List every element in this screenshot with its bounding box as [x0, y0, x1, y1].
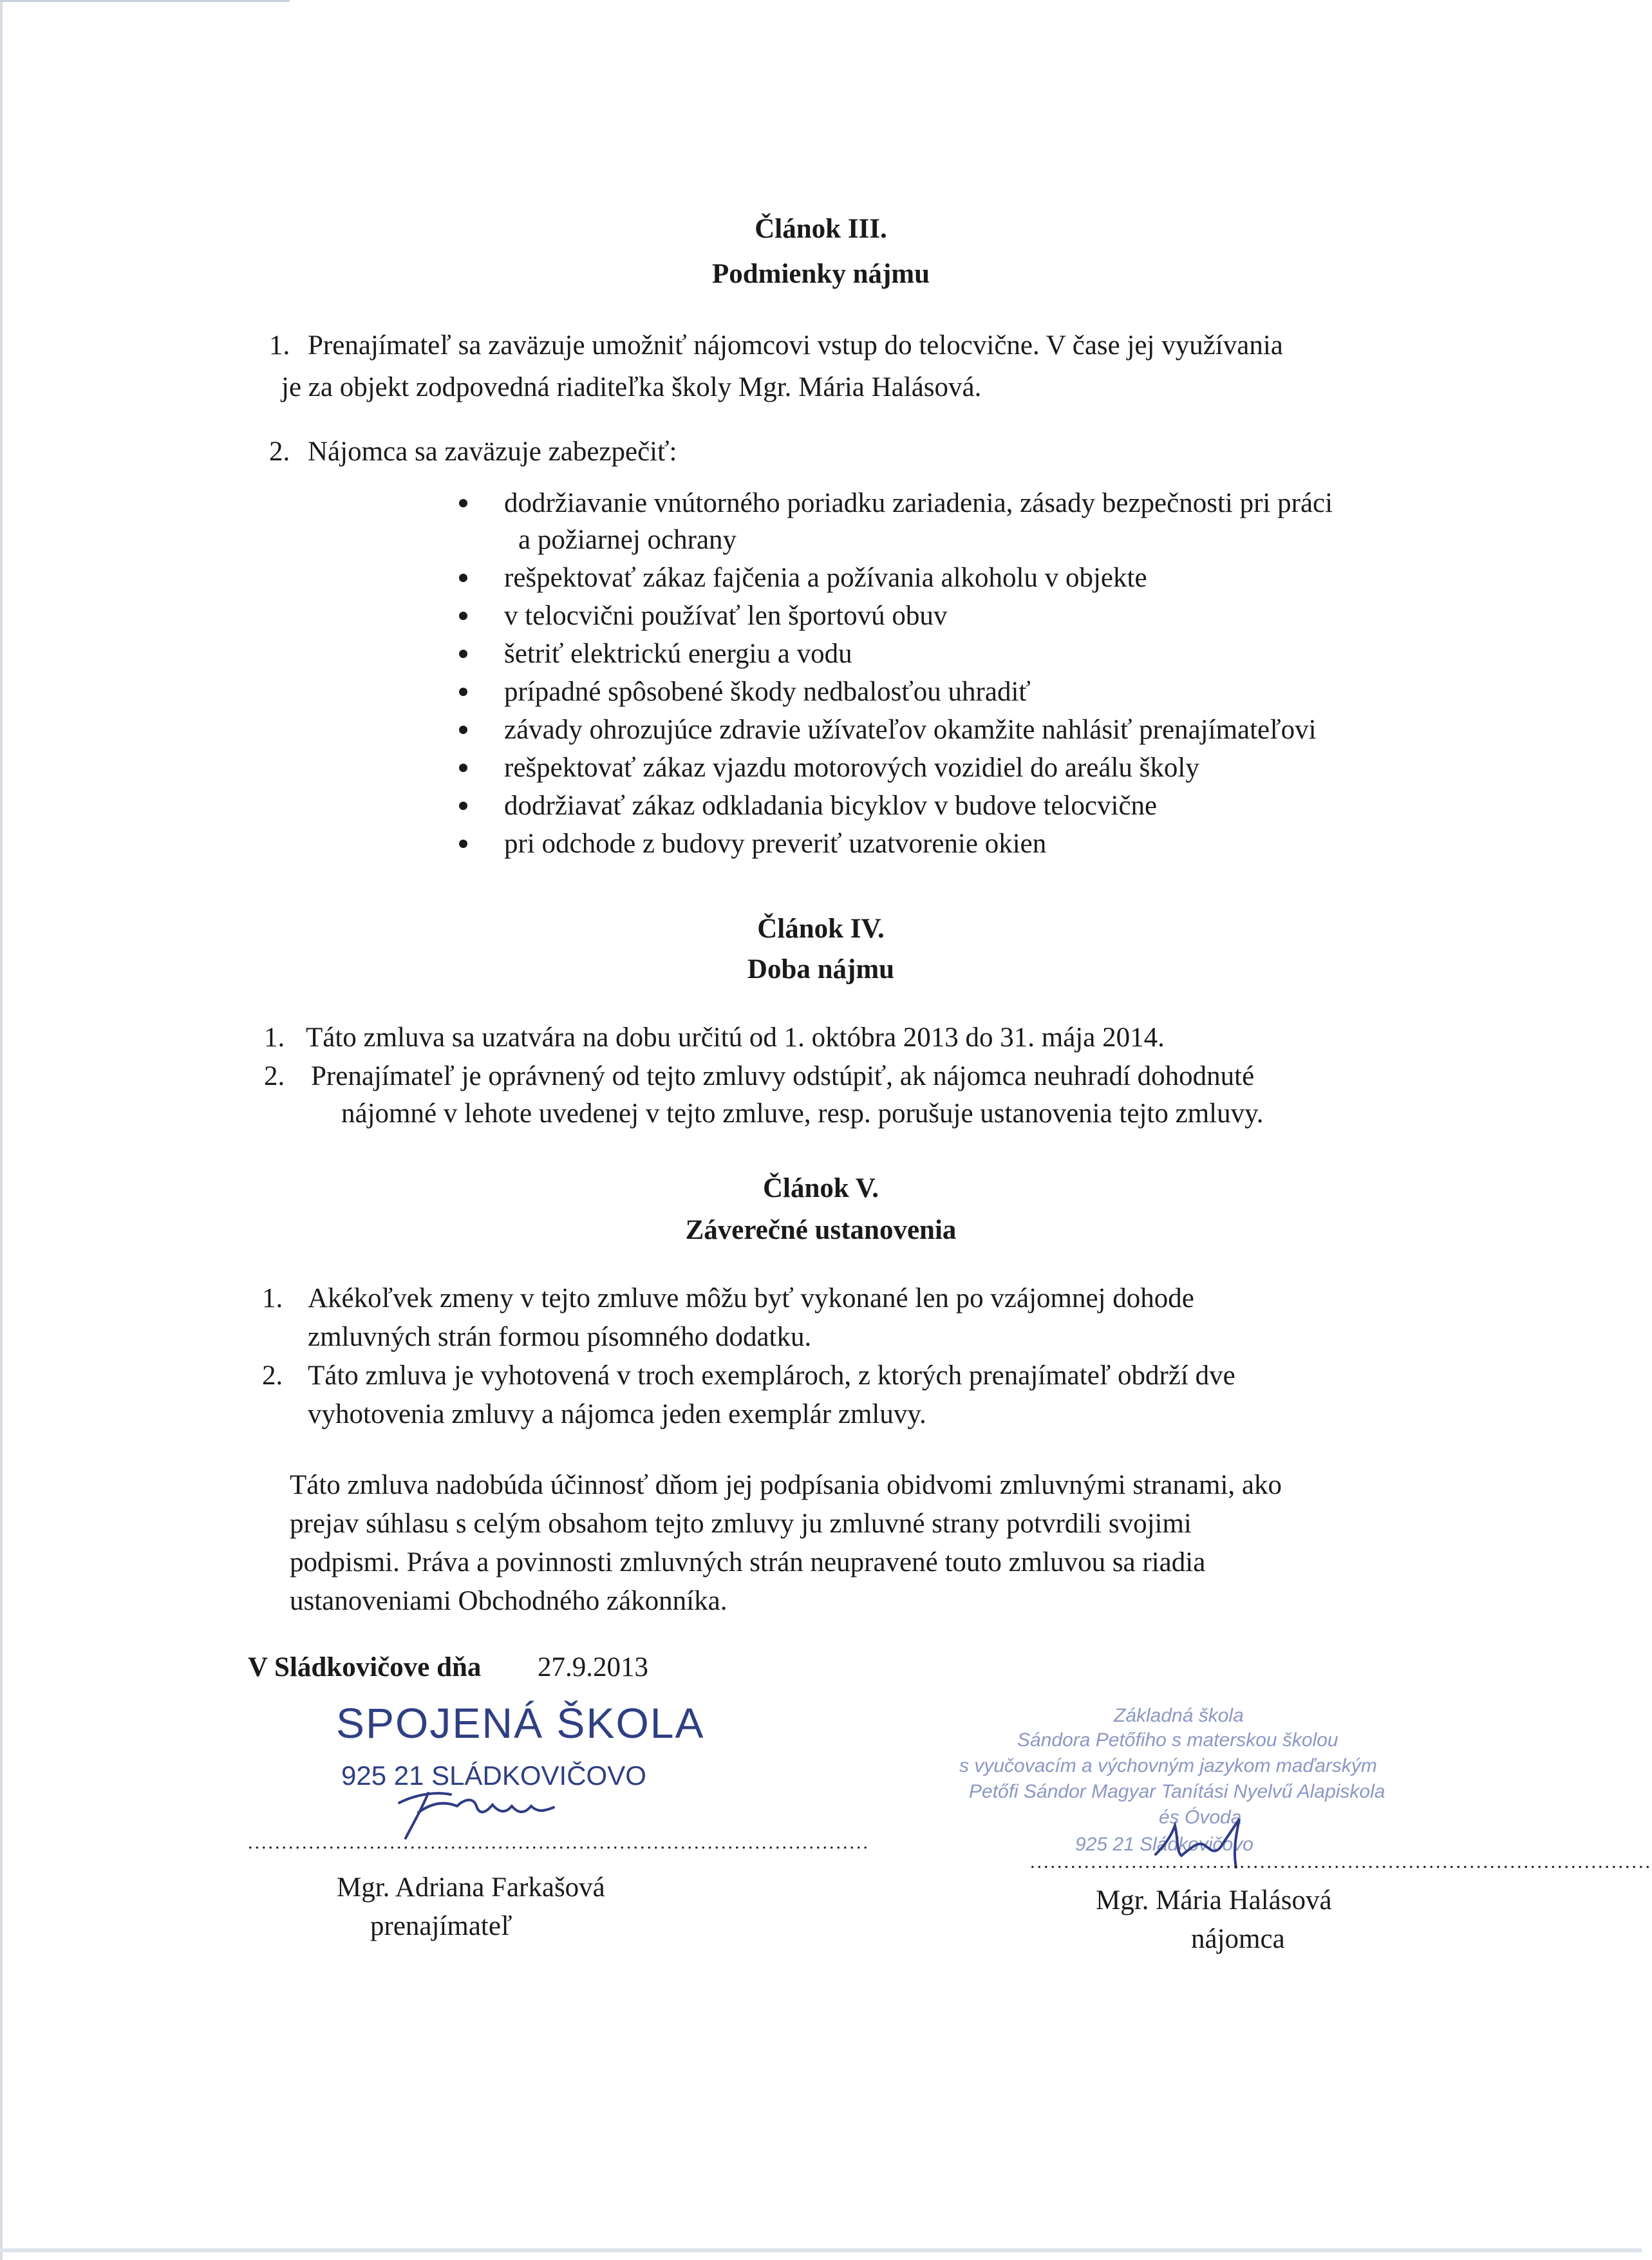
article-3-item-1-line-1: Prenajímateľ sa zaväzuje umožniť nájomcovi vstup do telocvične. V čase jej využívania	[308, 330, 1283, 361]
signature-line-left: ............................................................................................	[248, 1832, 870, 1853]
bullet-marker	[459, 499, 467, 507]
scan-edge-left	[0, 0, 3, 2260]
article-4-item-2-number: 2.	[264, 1061, 285, 1091]
article-4-subtitle: Doba nájmu	[747, 954, 895, 984]
signatory-left-role: prenajímateľ	[370, 1911, 512, 1941]
article-3-item-1-number: 1.	[269, 330, 290, 361]
closing-paragraph-line-2: prejav súhlasu s celým obsahom tejto zmluvy ju zmluvné strany potvrdili svojimi	[290, 1509, 1192, 1539]
signature-line-right: ............................................................................................	[1030, 1851, 1652, 1872]
stamp-left-line-2: 925 21 SLÁDKOVIČOVO	[341, 1760, 646, 1791]
bullet-marker	[459, 840, 467, 848]
bullet-item: závady ohrozujúce zdravie užívateľov okamžite nahlásiť prenajímateľovi	[504, 715, 1317, 745]
bullet-marker	[459, 612, 467, 620]
stamp-right-line: Sándora Petőfiho s materskou školou	[1017, 1729, 1338, 1751]
article-3-title: Článok III.	[755, 214, 887, 244]
scan-edge-bottom	[0, 2248, 1642, 2252]
stamp-right-line: Základná škola	[1114, 1705, 1244, 1726]
stamp-left-line-1: SPOJENÁ ŠKOLA	[336, 1699, 705, 1747]
closing-paragraph-line-1: Táto zmluva nadobúda účinnosť dňom jej podpísania obidvomi zmluvnými stranami, ako	[290, 1470, 1282, 1500]
article-5-item-1-line-1: Akékoľvek zmeny v tejto zmluve môžu byť vykonané len po vzájomnej dohode	[308, 1283, 1194, 1314]
bullet-marker	[459, 688, 467, 696]
bullet-item: prípadné spôsobené škody nedbalosťou uhradiť	[504, 677, 1031, 707]
article-5-item-1-line-2: zmluvných strán formou písomného dodatku.	[308, 1322, 812, 1352]
article-4-item-2-line-1: Prenajímateľ je oprávnený od tejto zmluvy odstúpiť, ak nájomca neuhradí dohodnuté	[311, 1061, 1255, 1091]
bullet-marker	[459, 574, 467, 582]
signatory-right-role: nájomca	[1191, 1924, 1285, 1954]
stamp-right-line: Petőfi Sándor Magyar Tanítási Nyelvű Alapiskola	[969, 1781, 1385, 1802]
article-4-item-1-number: 1.	[264, 1022, 285, 1053]
stamp-right-line: 925 21 Sládkovičovo	[1075, 1834, 1253, 1855]
closing-paragraph-line-4: ustanoveniami Obchodného zákonníka.	[290, 1586, 727, 1616]
article-5-subtitle: Záverečné ustanovenia	[685, 1215, 957, 1245]
article-5-item-1-number: 1.	[262, 1283, 283, 1314]
stamp-right-line: s vyučovacím a výchovným jazykom maďarským	[959, 1755, 1377, 1776]
article-5-item-2-line-2: vyhotovenia zmluvy a nájomca jeden exemplár zmluvy.	[308, 1399, 926, 1429]
signing-date: 27.9.2013	[538, 1652, 648, 1682]
bullet-item: rešpektovať zákaz fajčenia a požívania alkoholu v objekte	[504, 563, 1147, 593]
bullet-item: v telocvični používať len športovú obuv	[504, 601, 948, 631]
article-4-title: Článok IV.	[757, 914, 885, 944]
bullet-marker	[459, 764, 467, 772]
bullet-marker	[459, 650, 467, 658]
article-3-item-1-line-2: je za objekt zodpovedná riaditeľka školy Mgr. Mária Halásová.	[281, 372, 982, 402]
bullet-marker	[459, 802, 467, 810]
article-5-title: Článok V.	[762, 1173, 879, 1203]
signatory-right-name: Mgr. Mária Halásová	[1096, 1885, 1332, 1916]
bullet-item: dodržiavať zákaz odkladania bicyklov v budove telocvične	[504, 791, 1158, 821]
article-5-item-2-line-1: Táto zmluva je vyhotovená v troch exemplároch, z ktorých prenajímateľ obdrží dve	[308, 1361, 1235, 1391]
article-5-item-2-number: 2.	[262, 1361, 283, 1391]
signing-place-label: V Sládkovičove dňa	[248, 1652, 482, 1682]
bullet-item: rešpektovať zákaz vjazdu motorových vozidiel do areálu školy	[504, 753, 1199, 783]
article-3-item-2-intro: Nájomca sa zaväzuje zabezpečiť:	[308, 437, 677, 467]
article-3-item-2-number: 2.	[269, 437, 290, 467]
signatory-left-name: Mgr. Adriana Farkašová	[337, 1872, 605, 1903]
article-4-item-2-line-2: nájomné v lehote uvedenej v tejto zmluve, resp. porušuje ustanovenia tejto zmluvy.	[341, 1098, 1264, 1129]
bullet-item: dodržiavanie vnútorného poriadku zariadenia, zásady bezpečnosti pri práci	[504, 488, 1333, 518]
article-3-subtitle: Podmienky nájmu	[711, 259, 930, 289]
stamp-right-line: és Óvoda	[1159, 1807, 1242, 1828]
bullet-item: pri odchode z budovy preveriť uzatvorenie okien	[504, 829, 1047, 859]
article-4-item-1-line-1: Táto zmluva sa uzatvára na dobu určitú od 1. októbra 2013 do 31. mája 2014.	[306, 1022, 1165, 1053]
bullet-item-continuation: a požiarnej ochrany	[518, 525, 737, 555]
bullet-item: šetriť elektrickú energiu a vodu	[504, 639, 852, 669]
scan-edge-top	[0, 0, 290, 2]
closing-paragraph-line-3: podpismi. Práva a povinnosti zmluvných strán neupravené touto zmluvou sa riadia	[290, 1547, 1206, 1577]
bullet-marker	[459, 726, 467, 734]
